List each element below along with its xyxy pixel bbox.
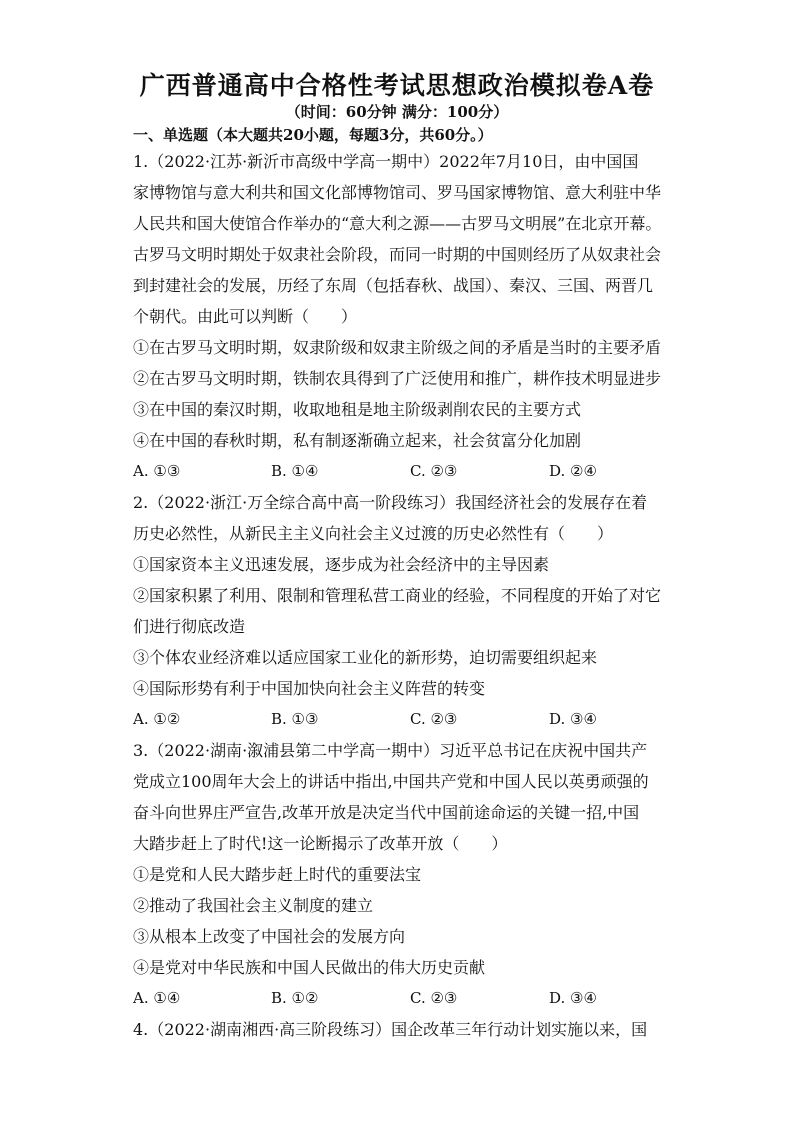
option-b: B. ①③ xyxy=(271,710,319,728)
question-3 xyxy=(133,735,661,1014)
option-c: C. ②③ xyxy=(410,710,458,728)
statement-1: ①是党和人民大踏步赶上时代的重要法宝 xyxy=(133,865,422,884)
statement-2: ②国家积累了利用、限制和管理私营工商业的经验，不同程度的开始了对它 xyxy=(133,586,661,605)
option-d: D. ③④ xyxy=(549,710,597,728)
statement-2: ②在古罗马文明时期，铁制农具得到了广泛使用和推广，耕作技术明显进步 xyxy=(133,369,661,388)
answer-options xyxy=(133,456,661,487)
exam-time-info: （时间：60分钟 满分：100分） xyxy=(285,103,509,121)
question-stem-line: 人民共和国大使馆合作举办的“意大利之源——古罗马文明展”在北京开幕。 xyxy=(133,214,661,233)
page-title: 广西普通高中合格性考试思想政治模拟卷A卷 xyxy=(139,71,655,100)
option-b: B. ①④ xyxy=(271,462,319,480)
question-stem-line: 到封建社会的发展，历经了东周（包括春秋、战国）、秦汉、三国、两晋几 xyxy=(133,276,654,295)
option-d: D. ③④ xyxy=(549,989,597,1007)
question-stem-line: 4.（2022·湖南湘西·高三阶段练习）国企改革三年行动计划实施以来，国 xyxy=(133,1020,648,1039)
question-list xyxy=(133,146,661,1045)
question-stem-line: 3.（2022·湖南·溆浦县第二中学高一期中）习近平总书记在庆祝中国共产 xyxy=(133,741,648,760)
section-heading: 一、单选题（本大题共20小题，每题3分，共60分。） xyxy=(133,126,493,144)
question-stem-line: 1.（2022·江苏·新沂市高级中学高一期中）2022年7月10日，由中国国 xyxy=(133,152,639,171)
option-a: A. ①② xyxy=(133,710,181,728)
question-stem-line: 家博物馆与意大利共和国文化部博物馆司、罗马国家博物馆、意大利驻中华 xyxy=(133,183,661,202)
question-stem-line: 个朝代。由此可以判断（ ） xyxy=(133,307,358,326)
option-d: D. ②④ xyxy=(549,462,597,480)
statement-4: ④在中国的春秋时期，私有制逐渐确立起来，社会贫富分化加剧 xyxy=(133,431,582,450)
question-stem-line: 历史必然性，从新民主主义向社会主义过渡的历史必然性有（ ） xyxy=(133,524,614,543)
question-stem-line: 党成立100周年大会上的讲话中指出,中国共产党和中国人民以英勇顽强的 xyxy=(133,772,649,791)
question-stem-line: 古罗马文明时期处于奴隶社会阶段，而同一时期的中国则经历了从奴隶社会 xyxy=(133,245,661,264)
question-stem-line: 2.（2022·浙江·万全综合高中高一阶段练习）我国经济社会的发展存在着 xyxy=(133,493,648,512)
statement-2-continued: 们进行彻底改造 xyxy=(133,617,246,636)
statement-2: ②推动了我国社会主义制度的建立 xyxy=(133,896,374,915)
question-2 xyxy=(133,487,661,735)
question-stem-line: 大踏步赶上了时代!这一论断揭示了改革开放（ ） xyxy=(133,834,508,853)
question-1 xyxy=(133,146,661,487)
option-a: A. ①④ xyxy=(133,989,181,1007)
statement-1: ①在古罗马文明时期，奴隶阶级和奴隶主阶级之间的矛盾是当时的主要矛盾 xyxy=(133,338,661,357)
statement-3: ③个体农业经济难以适应国家工业化的新形势，迫切需要组织起来 xyxy=(133,648,598,667)
statement-1: ①国家资本主义迅速发展，逐步成为社会经济中的主导因素 xyxy=(133,555,550,574)
option-c: C. ②③ xyxy=(410,989,458,1007)
question-stem-line: 奋斗向世界庄严宣告,改革开放是决定当代中国前途命运的关键一招,中国 xyxy=(133,803,640,822)
question-4 xyxy=(133,1014,661,1045)
option-c: C. ②③ xyxy=(410,462,458,480)
statement-3: ③在中国的秦汉时期，收取地租是地主阶级剥削农民的主要方式 xyxy=(133,400,582,419)
option-a: A. ①③ xyxy=(133,462,181,480)
answer-options xyxy=(133,704,661,735)
answer-options xyxy=(133,983,661,1014)
option-b: B. ①② xyxy=(271,989,319,1007)
statement-3: ③从根本上改变了中国社会的发展方向 xyxy=(133,927,406,946)
statement-4: ④是党对中华民族和中国人民做出的伟大历史贡献 xyxy=(133,958,486,977)
statement-4: ④国际形势有利于中国加快向社会主义阵营的转变 xyxy=(133,679,486,698)
